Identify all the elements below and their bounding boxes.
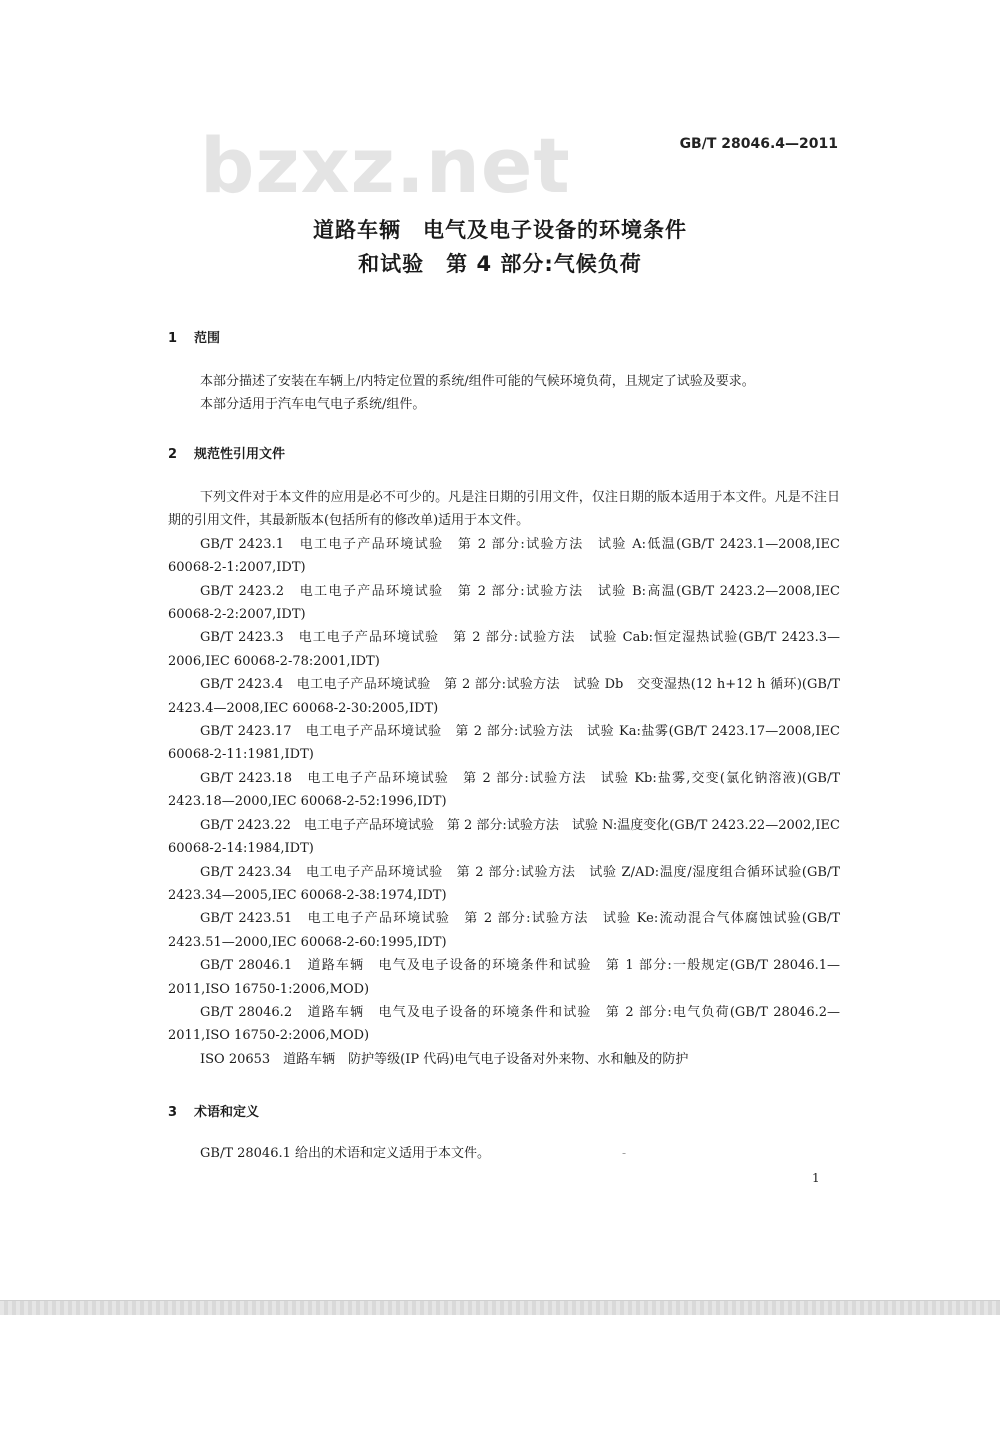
reference-item: GB/T 2423.17 电工电子产品环境试验 第 2 部分:试验方法 试验 Ka:盐雾(GB/T 2423.17—2008,IEC 60068-2-11:1981,IDT): [168, 724, 840, 763]
next-page-area: [0, 1315, 1000, 1434]
section-number: 2: [168, 447, 178, 462]
reference-item: ISO 20653 道路车辆 防护等级(IP 代码)电气电子设备对外来物、水和触及的防护: [200, 1051, 689, 1067]
title-line-1: 道路车辆 电气及电子设备的环境条件: [313, 218, 687, 242]
reference-item: GB/T 2423.51 电工电子产品环境试验 第 2 部分:试验方法 试验 Ke:流动混合气体腐蚀试验(GB/T 2423.51—2000,IEC 60068-2-60:1995,IDT): [168, 911, 840, 950]
section-body-normative-references: [168, 486, 840, 1071]
paragraph: 本部分描述了安装在车辆上/内特定位置的系统/组件可能的气候环境负荷，且规定了试验及要求。: [200, 374, 755, 389]
section-heading-terms: [168, 1101, 259, 1120]
stray-mark: -: [622, 1146, 627, 1160]
section-body-scope: [168, 370, 840, 417]
reference-item: GB/T 2423.4 电工电子产品环境试验 第 2 部分:试验方法 试验 Db 交变湿热(12 h+12 h 循环)(GB/T 2423.4—2008,IEC 60068-2-30:2005,IDT): [168, 677, 840, 716]
reference-item: GB/T 28046.1 道路车辆 电气及电子设备的环境条件和试验 第 1 部分:一般规定(GB/T 28046.1—2011,ISO 16750-1:2006,MOD): [168, 958, 840, 997]
watermark: bzxz.net: [200, 121, 571, 210]
page-separator: [0, 1300, 1000, 1316]
section-title: 范围: [194, 331, 221, 346]
reference-item: GB/T 28046.2 道路车辆 电气及电子设备的环境条件和试验 第 2 部分:电气负荷(GB/T 28046.2—2011,ISO 16750-2:2006,MOD): [168, 1004, 840, 1044]
section-heading-normative-references: [168, 443, 285, 462]
section-number: 1: [168, 331, 178, 346]
standard-id: GB/T 28046.4—2011: [679, 136, 838, 152]
reference-item: GB/T 2423.3 电工电子产品环境试验 第 2 部分:试验方法 试验 Cab:恒定湿热试验(GB/T 2423.3—2006,IEC 60068-2-78:2001,IDT): [168, 630, 840, 669]
paragraph: GB/T 28046.1 给出的术语和定义适用于本文件。: [200, 1146, 491, 1161]
reference-item: GB/T 2423.2 电工电子产品环境试验 第 2 部分:试验方法 试验 B:高温(GB/T 2423.2—2008,IEC 60068-2-2:2007,IDT): [168, 583, 840, 623]
reference-item: GB/T 2423.1 电工电子产品环境试验 第 2 部分:试验方法 试验 A:低温(GB/T 2423.1—2008,IEC 60068-2-1:2007,IDT): [168, 536, 840, 576]
reference-item: GB/T 2423.34 电工电子产品环境试验 第 2 部分:试验方法 试验 Z/AD:温度/湿度组合循环试验(GB/T 2423.34—2005,IEC 60068-2-38:1974,IDT): [168, 864, 840, 903]
reference-item: GB/T 2423.18 电工电子产品环境试验 第 2 部分:试验方法 试验 Kb:盐雾,交变(氯化钠溶液)(GB/T 2423.18—2000,IEC 60068-2-52:1996,IDT): [168, 770, 840, 810]
section-body-terms: [168, 1142, 840, 1165]
section-title: 规范性引用文件: [194, 447, 286, 462]
section-heading-scope: [168, 327, 220, 346]
page-number: 1: [812, 1171, 820, 1185]
section-title: 术语和定义: [194, 1105, 260, 1120]
paragraph: 本部分适用于汽车电气电子系统/组件。: [200, 397, 426, 413]
reference-item: GB/T 2423.22 电工电子产品环境试验 第 2 部分:试验方法 试验 N:温度变化(GB/T 2423.22—2002,IEC 60068-2-14:1984,IDT): [168, 817, 840, 857]
paragraph: 下列文件对于本文件的应用是必不可少的。凡是注日期的引用文件，仅注日期的版本适用于本文件。凡是不注日期的引用文件，其最新版本(包括所有的修改单)适用于本文件。: [168, 490, 840, 529]
title-line-2: 和试验 第 4 部分:气候负荷: [358, 252, 642, 276]
section-number: 3: [168, 1105, 178, 1120]
